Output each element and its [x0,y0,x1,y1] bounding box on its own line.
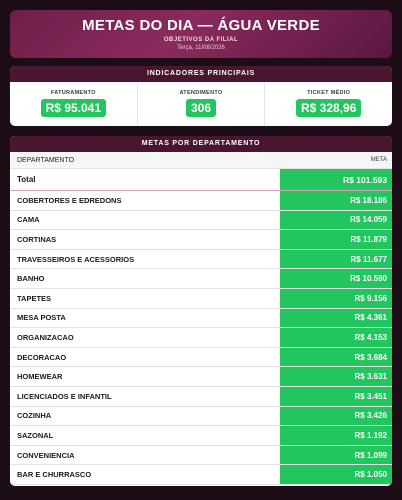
department-meta-value: R$ 10.590 [280,269,392,288]
department-meta-value: R$ 9.156 [280,289,392,308]
department-meta-value: R$ 1.050 [280,465,392,484]
kpi-label: TICKET MÉDIO [307,90,351,96]
page-header [10,10,392,58]
department-meta-value: R$ 1.192 [280,426,392,445]
kpi-label: ATENDIMENTO [179,90,223,96]
table-row [10,387,392,407]
department-meta-value: R$ 4.361 [280,309,392,328]
kpi-row [10,82,392,126]
department-name: DECORACAO [17,352,67,362]
total-label: Total [17,175,36,184]
department-name: LICENCIADOS E INFANTIL [17,391,112,401]
total-row [10,169,392,191]
department-meta-value: R$ 11.879 [280,230,392,249]
table-row [10,309,392,329]
table-row [10,269,392,289]
table-row [10,426,392,446]
table-row [10,407,392,427]
department-name: CAMA [17,215,40,225]
kpi-label: FATURAMENTO [50,90,96,96]
table-row [10,211,392,231]
department-name: COBERTORES E EDREDONS [17,195,122,205]
kpi-value-badge: R$ 328,96 [296,99,361,117]
page-date: Terça, 11/08/2026 [177,45,225,51]
table-row [10,446,392,466]
column-header-department: DEPARTAMENTO [17,156,75,164]
kpi-value-badge: 306 [186,99,216,117]
table-row [10,191,392,211]
kpi-section-title: INDICADORES PRINCIPAIS [10,66,392,82]
page-subtitle: OBJETIVOS DA FILIAL [163,37,239,43]
table-header-row [10,152,392,169]
department-panel [10,136,392,486]
department-meta-value: R$ 4.153 [280,328,392,347]
kpi-atendimento [138,82,266,126]
table-row [10,289,392,309]
department-name: TRAVESSEIROS E ACESSORIOS [17,254,135,264]
department-meta-value: R$ 1.099 [280,446,392,465]
kpi-ticket-medio [265,82,392,126]
department-name: COZINHA [17,411,52,421]
table-row [10,367,392,387]
table-row [10,230,392,250]
table-row [10,250,392,270]
department-name: BAR E CHURRASCO [17,470,92,480]
department-meta-value: R$ 3.451 [280,387,392,406]
total-value: R$ 101.593 [280,169,392,190]
department-name: MESA POSTA [17,313,66,323]
kpi-faturamento [10,82,138,126]
kpi-value-badge: R$ 95.041 [41,99,106,117]
table-row [10,348,392,368]
department-rows [10,191,392,485]
department-name: CONVENIENCIA [17,450,75,460]
table-row [10,465,392,485]
column-header-meta: META [280,152,392,168]
department-meta-value: R$ 3.684 [280,348,392,367]
department-section-title: METAS POR DEPARTAMENTO [10,136,392,152]
department-meta-value: R$ 18.186 [280,191,392,210]
table-row [10,328,392,348]
department-name: TAPETES [17,293,52,303]
department-meta-value: R$ 11.677 [280,250,392,269]
kpi-panel [10,66,392,126]
department-meta-value: R$ 3.631 [280,367,392,386]
department-meta-value: R$ 3.426 [280,407,392,426]
department-name: HOMEWEAR [17,372,63,382]
department-name: BANHO [17,274,45,284]
department-name: SAZONAL [17,430,54,440]
page-title: METAS DO DIA — ÁGUA VERDE [82,17,320,34]
department-name: ORGANIZACAO [17,332,74,342]
department-meta-value: R$ 14.059 [280,211,392,230]
department-name: CORTINAS [17,234,57,244]
